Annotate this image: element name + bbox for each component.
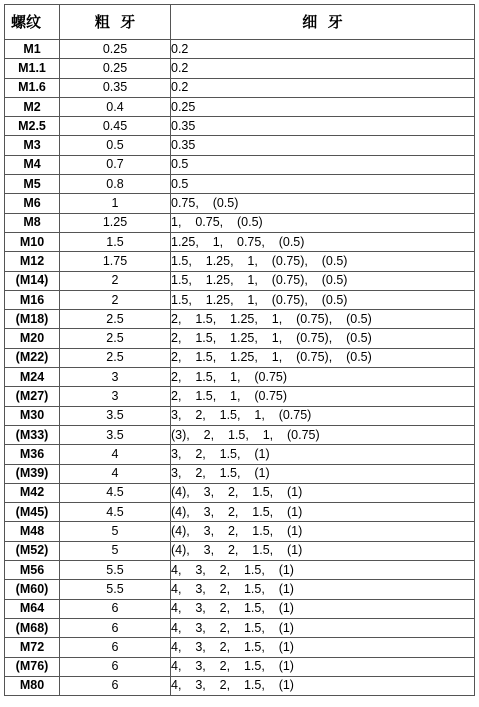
table-row — [5, 503, 475, 522]
thread-size-cell: M1.6 — [5, 78, 60, 97]
coarse-pitch-cell: 0.4 — [60, 97, 171, 116]
coarse-pitch-cell: 0.8 — [60, 175, 171, 194]
fine-pitch-cell: 0.25 — [171, 97, 475, 116]
fine-pitch-cell: (4), 3, 2, 1.5, (1) — [171, 483, 475, 502]
coarse-pitch-cell: 1.25 — [60, 213, 171, 232]
fine-pitch-cell: 4, 3, 2, 1.5, (1) — [171, 676, 475, 695]
thread-size-cell: (M68) — [5, 618, 60, 637]
table-row — [5, 618, 475, 637]
table-row — [5, 348, 475, 367]
thread-size-cell: M42 — [5, 483, 60, 502]
fine-pitch-cell: 0.2 — [171, 59, 475, 78]
table-row — [5, 213, 475, 232]
fine-pitch-cell: 0.35 — [171, 136, 475, 155]
fine-pitch-cell: 0.2 — [171, 40, 475, 59]
coarse-pitch-cell: 2.5 — [60, 310, 171, 329]
table-row — [5, 310, 475, 329]
coarse-pitch-cell: 2 — [60, 271, 171, 290]
coarse-pitch-cell: 0.35 — [60, 78, 171, 97]
fine-pitch-cell: 1.5, 1.25, 1, (0.75), (0.5) — [171, 290, 475, 309]
table-row — [5, 657, 475, 676]
fine-pitch-cell: 4, 3, 2, 1.5, (1) — [171, 599, 475, 618]
thread-size-cell: M20 — [5, 329, 60, 348]
coarse-pitch-cell: 3 — [60, 387, 171, 406]
header-thread-size: 螺纹 — [5, 5, 60, 40]
coarse-pitch-cell: 6 — [60, 599, 171, 618]
table-row — [5, 97, 475, 116]
thread-size-cell: (M14) — [5, 271, 60, 290]
fine-pitch-cell: 2, 1.5, 1, (0.75) — [171, 368, 475, 387]
thread-size-cell: M3 — [5, 136, 60, 155]
thread-size-cell: M48 — [5, 522, 60, 541]
thread-size-cell: M56 — [5, 561, 60, 580]
thread-size-cell: (M18) — [5, 310, 60, 329]
thread-size-cell: M1.1 — [5, 59, 60, 78]
fine-pitch-cell: 0.2 — [171, 78, 475, 97]
coarse-pitch-cell: 0.5 — [60, 136, 171, 155]
fine-pitch-cell: 3, 2, 1.5, (1) — [171, 445, 475, 464]
coarse-pitch-cell: 5.5 — [60, 580, 171, 599]
fine-pitch-cell: 1.5, 1.25, 1, (0.75), (0.5) — [171, 252, 475, 271]
thread-size-cell: (M33) — [5, 425, 60, 444]
coarse-pitch-cell: 4 — [60, 445, 171, 464]
table-row — [5, 425, 475, 444]
coarse-pitch-cell: 2.5 — [60, 348, 171, 367]
thread-size-cell: M24 — [5, 368, 60, 387]
table-row — [5, 155, 475, 174]
table-row — [5, 541, 475, 560]
fine-pitch-cell: 1.25, 1, 0.75, (0.5) — [171, 232, 475, 251]
table-header-row — [5, 5, 475, 40]
coarse-pitch-cell: 4.5 — [60, 503, 171, 522]
thread-size-cell: (M22) — [5, 348, 60, 367]
table-row — [5, 40, 475, 59]
coarse-pitch-cell: 3.5 — [60, 425, 171, 444]
table-row — [5, 522, 475, 541]
table-row — [5, 445, 475, 464]
table-row — [5, 406, 475, 425]
coarse-pitch-cell: 3 — [60, 368, 171, 387]
fine-pitch-cell: 2, 1.5, 1.25, 1, (0.75), (0.5) — [171, 329, 475, 348]
coarse-pitch-cell: 0.25 — [60, 59, 171, 78]
thread-size-cell: (M45) — [5, 503, 60, 522]
fine-pitch-cell: (3), 2, 1.5, 1, (0.75) — [171, 425, 475, 444]
table-row — [5, 387, 475, 406]
thread-size-cell: M16 — [5, 290, 60, 309]
thread-size-cell: (M60) — [5, 580, 60, 599]
table-row — [5, 232, 475, 251]
thread-size-cell: M64 — [5, 599, 60, 618]
fine-pitch-cell: 0.75, (0.5) — [171, 194, 475, 213]
thread-size-cell: (M76) — [5, 657, 60, 676]
thread-size-cell: M2 — [5, 97, 60, 116]
table-row — [5, 271, 475, 290]
fine-pitch-cell: 1, 0.75, (0.5) — [171, 213, 475, 232]
thread-size-cell: M2.5 — [5, 117, 60, 136]
thread-size-cell: M6 — [5, 194, 60, 213]
thread-size-cell: M30 — [5, 406, 60, 425]
table-row — [5, 78, 475, 97]
coarse-pitch-cell: 2.5 — [60, 329, 171, 348]
fine-pitch-cell: (4), 3, 2, 1.5, (1) — [171, 503, 475, 522]
table-row — [5, 136, 475, 155]
header-fine-pitch: 细 牙 — [171, 5, 475, 40]
thread-size-cell: M5 — [5, 175, 60, 194]
coarse-pitch-cell: 1.75 — [60, 252, 171, 271]
thread-size-cell: (M27) — [5, 387, 60, 406]
fine-pitch-cell: 4, 3, 2, 1.5, (1) — [171, 638, 475, 657]
fine-pitch-cell: 2, 1.5, 1.25, 1, (0.75), (0.5) — [171, 348, 475, 367]
coarse-pitch-cell: 0.7 — [60, 155, 171, 174]
table-row — [5, 368, 475, 387]
table-row — [5, 290, 475, 309]
thread-size-cell: M8 — [5, 213, 60, 232]
fine-pitch-cell: 4, 3, 2, 1.5, (1) — [171, 561, 475, 580]
table-row — [5, 638, 475, 657]
table-row — [5, 561, 475, 580]
fine-pitch-cell: 4, 3, 2, 1.5, (1) — [171, 657, 475, 676]
coarse-pitch-cell: 4.5 — [60, 483, 171, 502]
coarse-pitch-cell: 5 — [60, 541, 171, 560]
table-row — [5, 464, 475, 483]
thread-size-cell: (M39) — [5, 464, 60, 483]
fine-pitch-cell: 2, 1.5, 1, (0.75) — [171, 387, 475, 406]
table-row — [5, 59, 475, 78]
table-row — [5, 676, 475, 695]
table-row — [5, 483, 475, 502]
coarse-pitch-cell: 1 — [60, 194, 171, 213]
coarse-pitch-cell: 0.45 — [60, 117, 171, 136]
table-row — [5, 117, 475, 136]
coarse-pitch-cell: 6 — [60, 657, 171, 676]
coarse-pitch-cell: 2 — [60, 290, 171, 309]
table-body — [5, 40, 475, 696]
coarse-pitch-cell: 1.5 — [60, 232, 171, 251]
coarse-pitch-cell: 6 — [60, 638, 171, 657]
fine-pitch-cell: 0.5 — [171, 155, 475, 174]
coarse-pitch-cell: 6 — [60, 676, 171, 695]
table-row — [5, 329, 475, 348]
table-row — [5, 599, 475, 618]
thread-size-cell: M72 — [5, 638, 60, 657]
fine-pitch-cell: 1.5, 1.25, 1, (0.75), (0.5) — [171, 271, 475, 290]
table-row — [5, 175, 475, 194]
coarse-pitch-cell: 3.5 — [60, 406, 171, 425]
fine-pitch-cell: (4), 3, 2, 1.5, (1) — [171, 541, 475, 560]
table-row — [5, 252, 475, 271]
coarse-pitch-cell: 5 — [60, 522, 171, 541]
fine-pitch-cell: 2, 1.5, 1.25, 1, (0.75), (0.5) — [171, 310, 475, 329]
coarse-pitch-cell: 6 — [60, 618, 171, 637]
table-row — [5, 580, 475, 599]
header-coarse-pitch: 粗 牙 — [60, 5, 171, 40]
thread-size-cell: M10 — [5, 232, 60, 251]
thread-size-cell: M80 — [5, 676, 60, 695]
fine-pitch-cell: 3, 2, 1.5, 1, (0.75) — [171, 406, 475, 425]
coarse-pitch-cell: 4 — [60, 464, 171, 483]
fine-pitch-cell: 0.5 — [171, 175, 475, 194]
thread-size-cell: (M52) — [5, 541, 60, 560]
thread-size-cell: M4 — [5, 155, 60, 174]
fine-pitch-cell: 3, 2, 1.5, (1) — [171, 464, 475, 483]
fine-pitch-cell: 0.35 — [171, 117, 475, 136]
fine-pitch-cell: 4, 3, 2, 1.5, (1) — [171, 618, 475, 637]
thread-pitch-table — [4, 4, 475, 696]
coarse-pitch-cell: 5.5 — [60, 561, 171, 580]
fine-pitch-cell: 4, 3, 2, 1.5, (1) — [171, 580, 475, 599]
thread-size-cell: M12 — [5, 252, 60, 271]
table-row — [5, 194, 475, 213]
thread-size-cell: M1 — [5, 40, 60, 59]
fine-pitch-cell: (4), 3, 2, 1.5, (1) — [171, 522, 475, 541]
coarse-pitch-cell: 0.25 — [60, 40, 171, 59]
thread-size-cell: M36 — [5, 445, 60, 464]
